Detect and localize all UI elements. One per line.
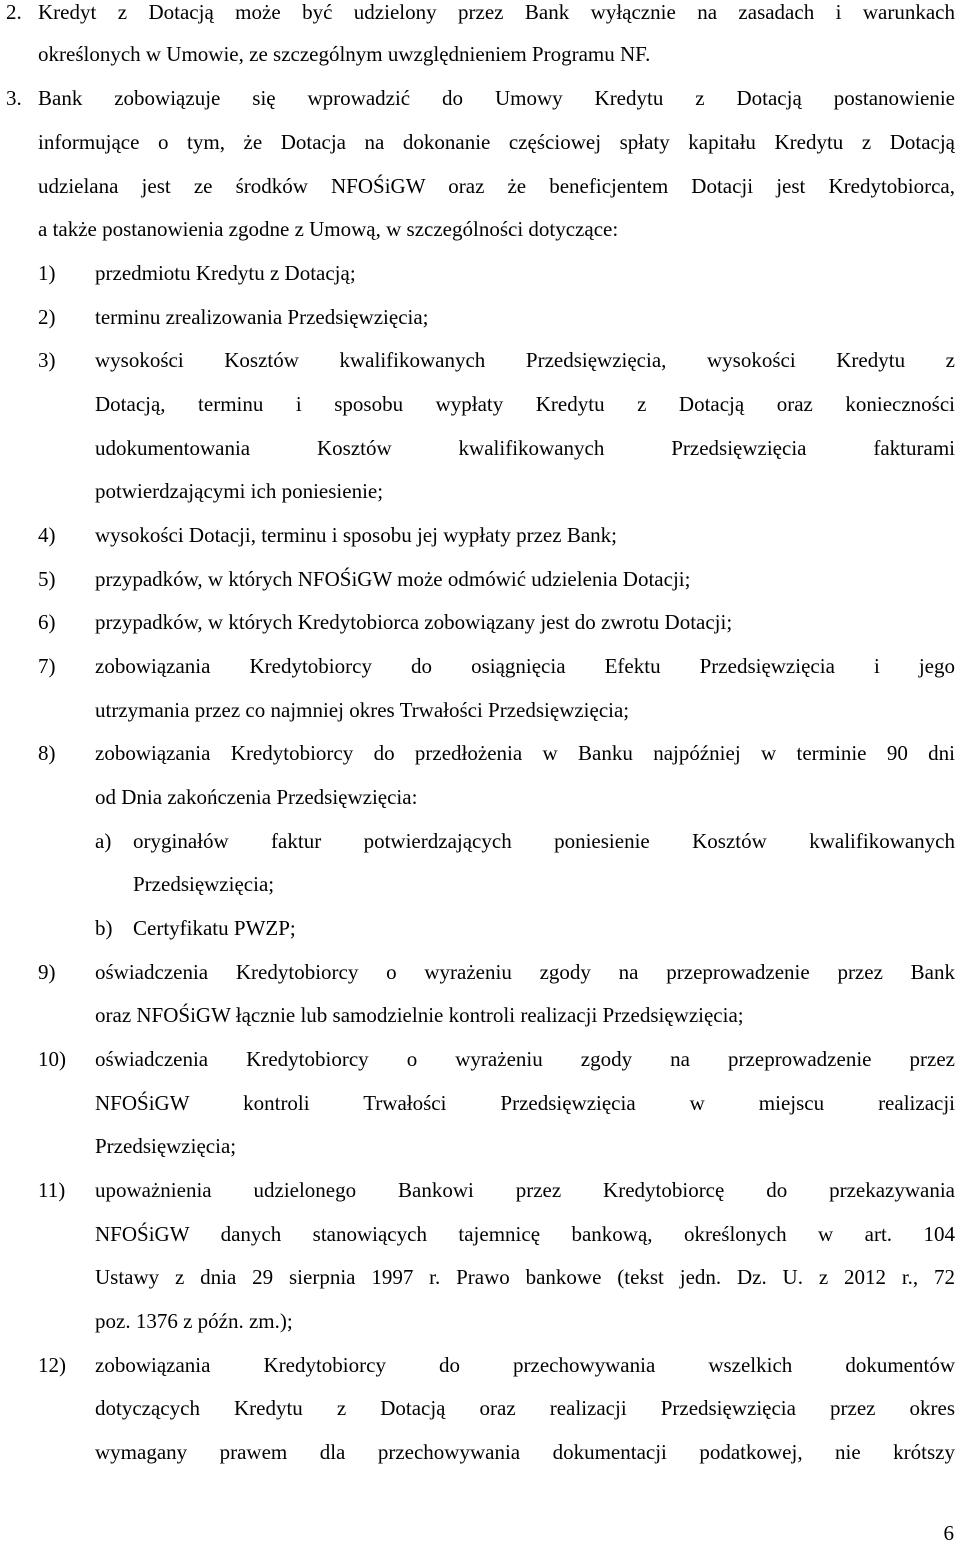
- page-number: 6: [943, 1521, 954, 1545]
- sub-item-line: Przedsięwzięcia;: [133, 872, 275, 896]
- list-item-number: 7): [38, 654, 56, 678]
- list-item-line: Przedsięwzięcia;: [95, 1134, 237, 1158]
- list-item-number: 2): [38, 305, 56, 329]
- paragraph-line: Bank zobowiązuje się wprowadzić do Umowy Kredytu z Dotacją postanowienie: [38, 86, 955, 110]
- list-item-line: poz. 1376 z późn. zm.);: [95, 1309, 293, 1333]
- paragraph-number: 3.: [6, 86, 22, 110]
- sub-item-letter: b): [95, 916, 113, 940]
- sub-item-line: oryginałów faktur potwierdzających poniesienie Kosztów kwalifikowanych: [133, 829, 955, 853]
- list-item-number: 8): [38, 741, 56, 765]
- paragraph-line: a także postanowienia zgodne z Umową, w szczególności dotyczące:: [38, 217, 619, 241]
- list-item-line: przedmiotu Kredytu z Dotacją;: [95, 261, 356, 285]
- list-item-line: NFOŚiGW kontroli Trwałości Przedsięwzięcia w miejscu realizacji: [95, 1091, 955, 1115]
- list-item-line: przypadków, w których Kredytobiorca zobowiązany jest do zwrotu Dotacji;: [95, 610, 733, 634]
- paragraph-line: Kredyt z Dotacją może być udzielony przez Bank wyłącznie na zasadach i warunkach: [38, 0, 955, 24]
- list-item-line: NFOŚiGW danych stanowiących tajemnicę bankową, określonych w art. 104: [95, 1222, 955, 1246]
- list-item-number: 9): [38, 960, 56, 984]
- list-item-number: 6): [38, 610, 56, 634]
- list-item-line: oświadczenia Kredytobiorcy o wyrażeniu zgody na przeprowadzenie przez Bank: [95, 960, 955, 984]
- sub-item-line: Certyfikatu PWZP;: [133, 916, 296, 940]
- sub-item-letter: a): [95, 829, 112, 853]
- list-item-line: przypadków, w których NFOŚiGW może odmówić udzielenia Dotacji;: [95, 567, 691, 591]
- list-item-line: Ustawy z dnia 29 sierpnia 1997 r. Prawo bankowe (tekst jedn. Dz. U. z 2012 r., 72: [95, 1265, 955, 1289]
- paragraph-line: informujące o tym, że Dotacja na dokonanie częściowej spłaty kapitału Kredytu z Dotacją: [38, 130, 955, 154]
- list-item-line: Dotacją, terminu i sposobu wypłaty Kredytu z Dotacją oraz konieczności: [95, 392, 955, 416]
- list-item-line: zobowiązania Kredytobiorcy do osiągnięcia Efektu Przedsięwzięcia i jego: [95, 654, 955, 678]
- list-item-line: potwierdzającymi ich poniesienie;: [95, 479, 384, 503]
- list-item-line: od Dnia zakończenia Przedsięwzięcia:: [95, 785, 418, 809]
- list-item-number: 11): [38, 1178, 66, 1202]
- list-item-line: dotyczących Kredytu z Dotacją oraz realizacji Przedsięwzięcia przez okres: [95, 1396, 955, 1420]
- list-item-line: zobowiązania Kredytobiorcy do przedłożenia w Banku najpóźniej w terminie 90 dni: [95, 741, 955, 765]
- paragraph-line: udzielana jest ze środków NFOŚiGW oraz że beneficjentem Dotacji jest Kredytobiorca,: [38, 174, 955, 198]
- list-item-number: 3): [38, 348, 56, 372]
- list-item-number: 10): [38, 1047, 66, 1071]
- list-item-number: 1): [38, 261, 56, 285]
- list-item-number: 5): [38, 567, 56, 591]
- list-item-line: upoważnienia udzielonego Bankowi przez Kredytobiorcę do przekazywania: [95, 1178, 955, 1202]
- paragraph-number: 2.: [6, 0, 22, 24]
- list-item-number: 4): [38, 523, 56, 547]
- list-item-line: oraz NFOŚiGW łącznie lub samodzielnie kontroli realizacji Przedsięwzięcia;: [95, 1003, 744, 1027]
- list-item-line: wysokości Dotacji, terminu i sposobu jej wypłaty przez Bank;: [95, 523, 617, 547]
- list-item-line: wymagany prawem dla przechowywania dokumentacji podatkowej, nie krótszy: [95, 1440, 955, 1464]
- list-item-line: zobowiązania Kredytobiorcy do przechowywania wszelkich dokumentów: [95, 1353, 955, 1377]
- list-item-number: 12): [38, 1353, 66, 1377]
- paragraph-line: określonych w Umowie, ze szczególnym uwzględnieniem Programu NF.: [38, 42, 651, 66]
- list-item-line: utrzymania przez co najmniej okres Trwałości Przedsięwzięcia;: [95, 698, 630, 722]
- list-item-line: wysokości Kosztów kwalifikowanych Przedsięwzięcia, wysokości Kredytu z: [95, 348, 955, 372]
- list-item-line: udokumentowania Kosztów kwalifikowanych Przedsięwzięcia fakturami: [95, 436, 955, 460]
- list-item-line: terminu zrealizowania Przedsięwzięcia;: [95, 305, 429, 329]
- list-item-line: oświadczenia Kredytobiorcy o wyrażeniu zgody na przeprowadzenie przez: [95, 1047, 955, 1071]
